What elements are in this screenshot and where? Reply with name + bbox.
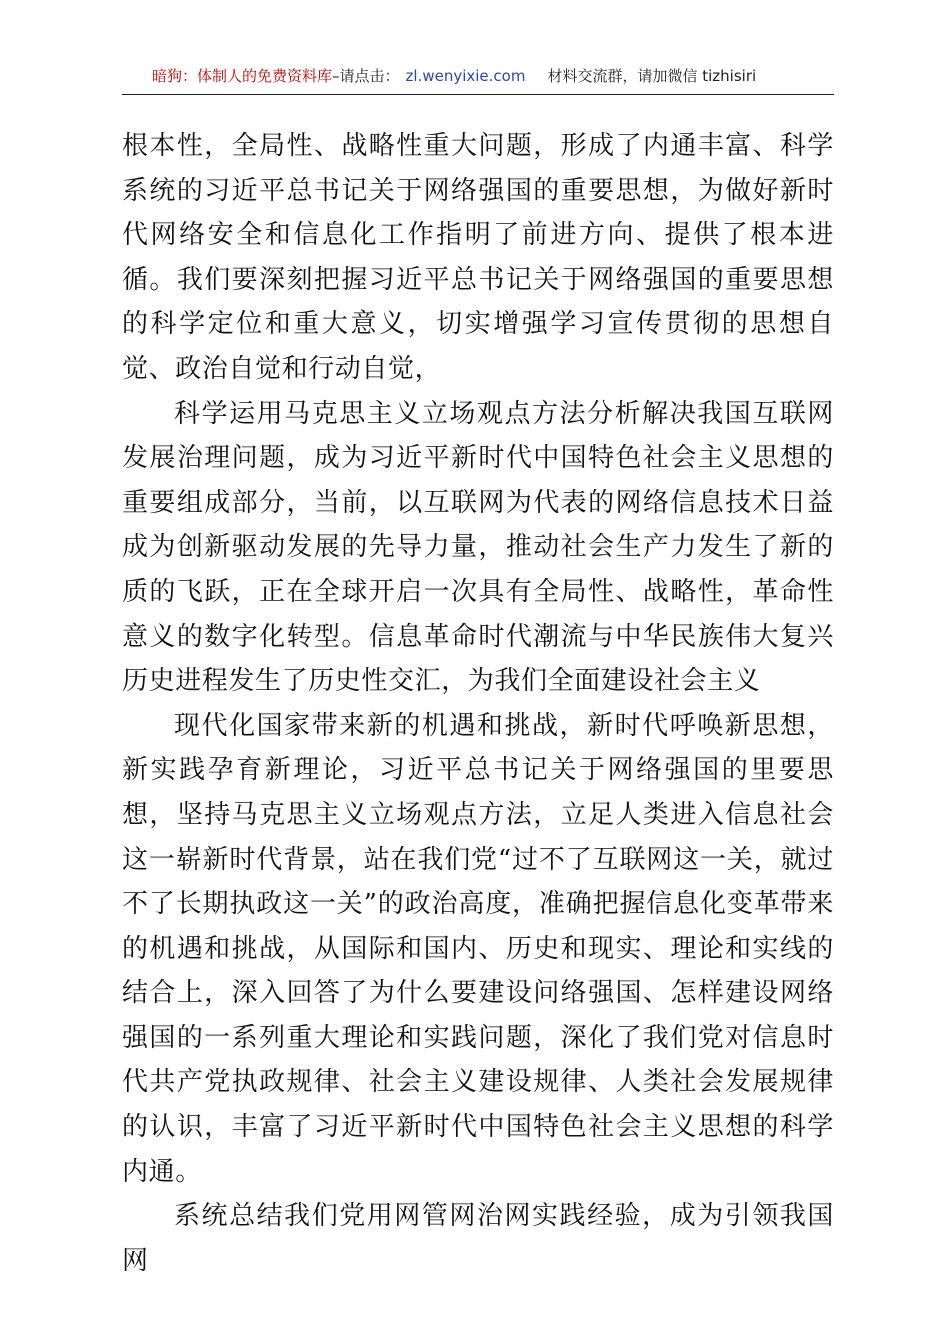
paragraph-3: 现代化国家带来新的机遇和挑战，新时代呼唤新思想，新实践孕育新理论，习近平总书记关于网络强国的里要思想，坚持马克思主义立场观点方法，立足人类进入信息社会这一崭新时代背景，站在我们党“过不了互联网这一关，就过不了长期执政这一关”的政治高度，准确把握信息化变革带来的机遇和挑战，从国际和国内、历史和现实、理论和实线的结合上，深入回答了为什么要建设问络强国、怎样建设网络强国的一系列重大理论和实践问题，深化了我们党对信息时代共产党执政规律、社会主义建设规律、人类社会发展规律的认识，丰富了习近平新时代中国特色社会主义思想的科学内通。 xyxy=(122,710,834,1187)
header-brand: 暗狗：体制人的免费资料库 xyxy=(152,67,333,85)
page-header xyxy=(122,66,834,95)
document-body xyxy=(122,124,834,1283)
header-url-link[interactable]: zl.wenyixie.com xyxy=(405,67,526,85)
header-wechat-note: 材料交流群，请加微信 tizhisiri xyxy=(547,67,757,85)
paragraph-2: 科学运用马克思主义立场观点方法分析解决我国互联网发展治理问题，成为习近平新时代中国特色社会主义思想的重要组成部分，当前，以互联网为代表的网络信息技术日益成为创新驱动发展的先导力量，推动社会生产力发生了新的质的飞跃，正在全球开启一次具有全局性、战略性，革命性意义的数字化转型。信息革命时代潮流与中华民族伟大复兴历史进程发生了历史性交汇，为我们全面建设社会主义 xyxy=(122,398,834,697)
paragraph-4: 系统总结我们党用网管网治网实践经验，成为引领我国网 xyxy=(122,1201,834,1276)
paragraph-1: 根本性，全局性、战略性重大问题，形成了内通丰富、科学系统的习近平总书记关于网络强国的重要思想，为做好新时代网络安全和信息化工作指明了前进方向、提供了根本进循。我们要深刻把握习近平总书记关于网络强国的重要思想的科学定位和重大意义，切实增强学习宣传贯彻的思想自觉、政治自觉和行动自觉， xyxy=(122,131,834,384)
header-click-label: –请点击： xyxy=(332,67,400,85)
